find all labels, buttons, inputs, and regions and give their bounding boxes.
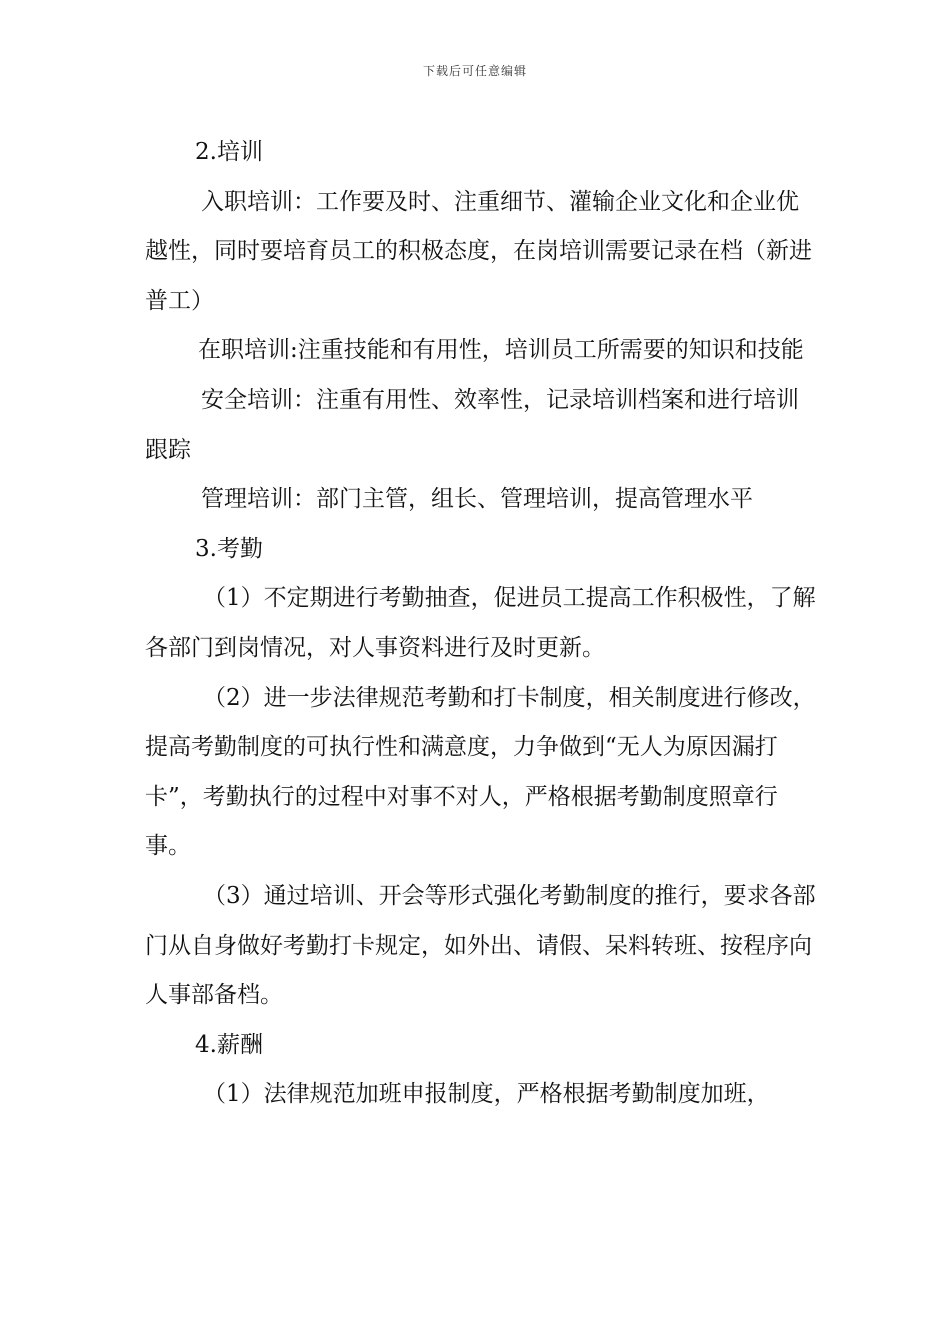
paragraph-onboarding-training: 入职培训：工作要及时、注重细节、灌输企业文化和企业优越性，同时要培育员工的积极态度，在岗培训需要记录在档（新进普工） [145, 188, 812, 314]
paragraph-salary-1: （1）法律规范加班申报制度，严格根据考勤制度加班， [203, 1081, 770, 1108]
section-heading-attendance: 3.考勤 [195, 535, 263, 562]
page-header: 下载后可任意编辑 [422, 64, 527, 78]
section-heading-training: 2.培训 [195, 139, 263, 165]
paragraph-safety-training: 安全培训：注重有用性、效率性，记录培训档案和进行培训跟踪 [145, 386, 799, 463]
paragraph-on-job-training: 在职培训:注重技能和有用性，培训员工所需要的知识和技能 [198, 337, 804, 364]
paragraph-attendance-2: （2）进一步法律规范考勤和打卡制度，相关制度进行修改，提高考勤制度的可执行性和满意度，力争做到“无人为原因漏打卡”，考勤执行的过程中对事不对人，严格根据考勤制度照章行事。 [145, 684, 816, 860]
paragraph-attendance-3: （3）通过培训、开会等形式强化考勤制度的推行，要求各部门从自身做好考勤打卡规定，如外出、请假、呆料转班、按程序向人事部备档。 [145, 882, 816, 1009]
document-body [145, 128, 817, 1120]
section-heading-salary: 4.薪酬 [195, 1031, 263, 1058]
paragraph-management-training: 管理培训：部门主管，组长、管理培训，提高管理水平 [201, 486, 753, 513]
paragraph-attendance-1: （1）不定期进行考勤抽查，促进员工提高工作积极性，了解各部门到岗情况，对人事资料进行及时更新。 [145, 585, 816, 661]
